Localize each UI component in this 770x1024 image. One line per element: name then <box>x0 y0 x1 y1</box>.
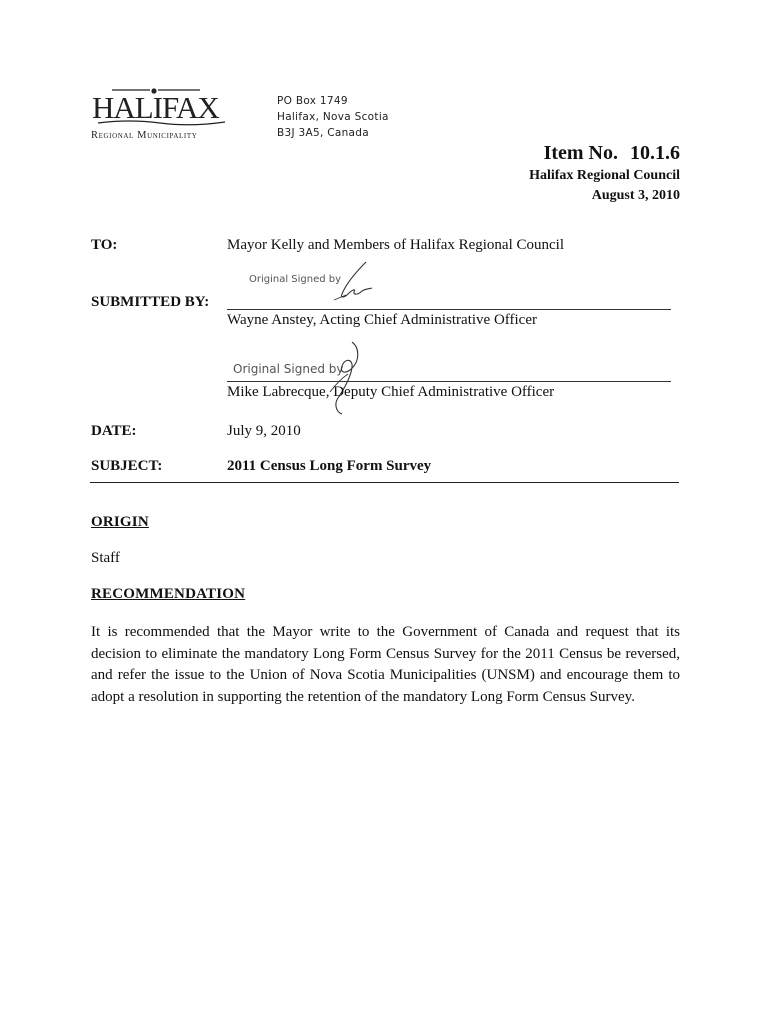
recommendation-heading: RECOMMENDATION <box>91 586 246 602</box>
recommendation-text: It is recommended that the Mayor write to the Government of Canada and request that its decision to eliminate the mandatory Long Form Census Survey for the 2011 Census be reversed, and refer the issue to the Union of Nova Scotia Municipalities (UNSM) and encourage them to adopt a resolution in supporting the retention of the mandatory Long Form Census Survey. <box>91 624 680 705</box>
to-value: Mayor Kelly and Members of Halifax Regional Council <box>227 237 565 253</box>
submitter-name: Mike Labrecque, Deputy Chief Administrative Officer <box>227 384 555 400</box>
date-value: July 9, 2010 <box>227 423 301 439</box>
item-number-line <box>529 141 680 165</box>
subject-value: 2011 Census Long Form Survey <box>227 458 432 474</box>
address-line: Halifax, Nova Scotia <box>277 111 389 123</box>
item-header <box>529 141 680 205</box>
address-line: PO Box 1749 <box>277 95 348 107</box>
signature-note: Original Signed by <box>249 274 342 285</box>
subject-label: SUBJECT: <box>91 458 163 474</box>
origin-text: Staff <box>91 550 120 566</box>
submitted-by-label: SUBMITTED BY: <box>91 294 210 310</box>
meeting-date: August 3, 2010 <box>591 188 680 203</box>
address-line: B3J 3A5, Canada <box>277 127 369 139</box>
council-name: Halifax Regional Council <box>529 168 680 183</box>
signature-line <box>227 381 671 382</box>
item-number-label: Item No. <box>543 142 618 164</box>
signature-note: Original Signed by <box>233 362 344 376</box>
signature-line <box>227 309 671 310</box>
signature-scribble-icon <box>326 338 366 418</box>
origin-heading: ORIGIN <box>91 514 149 530</box>
item-number: 10.1.6 <box>630 142 680 164</box>
mailing-address <box>277 93 389 141</box>
logo-subtitle: Regional Municipality <box>91 130 198 141</box>
logo-wordmark: HALIFAX <box>92 90 219 125</box>
to-label: TO: <box>91 237 118 253</box>
date-label: DATE: <box>91 423 137 439</box>
subject-divider <box>90 482 679 483</box>
halifax-logo <box>90 86 240 146</box>
signature-scribble-icon <box>328 258 376 304</box>
submitter-name: Wayne Anstey, Acting Chief Administrative Officer <box>227 312 537 328</box>
